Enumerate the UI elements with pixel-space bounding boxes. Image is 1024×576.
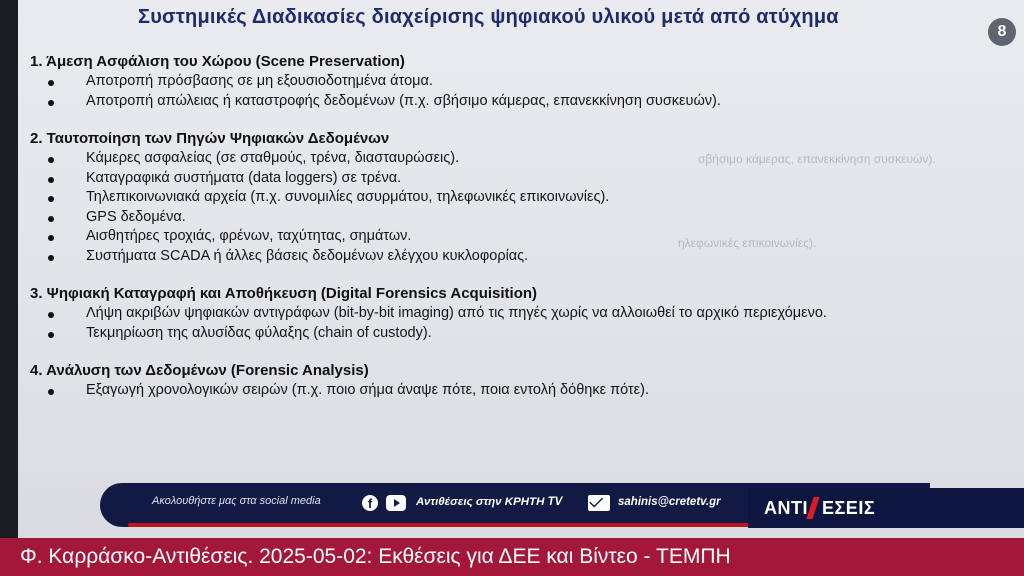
brand-logo [748,488,1024,528]
bullet-icon [48,80,54,86]
bullet-icon [48,389,54,395]
bullet-icon [48,255,54,261]
section-2 [30,129,1020,266]
email-icon [588,495,610,511]
section-heading: 2. Ταυτοποίηση των Πηγών Ψηφιακών Δεδομένων [30,130,390,147]
bullet-item [30,188,1020,208]
bullet-icon [48,177,54,183]
bullet-item [30,92,1020,112]
brand-name-right: ΕΣΕΙΣ [822,497,876,518]
bullet-text: Συστήματα SCADA ή άλλες βάσεις δεδομένων ελέγχου κυκλοφορίας. [86,247,529,264]
bullet-text: Κάμερες ασφαλείας (σε σταθμούς, τρένα, διασταυρώσεις). [86,150,460,166]
bullet-icon [48,196,54,202]
section-4 [30,361,1020,401]
follow-us-text: Ακολουθήστε μας στα social media [152,495,321,507]
bullet-item [30,247,1020,267]
news-ticker [0,538,1024,576]
facebook-icon: f [362,495,378,511]
youtube-icon [386,495,406,511]
bullet-item [30,381,1020,401]
bullet-icon [48,235,54,241]
slide-content [30,52,1020,419]
ghost-reflection-text: ηλεφωνικές επικοινωνίες). [678,236,817,250]
bullet-icon [48,157,54,163]
slide-title: Συστημικές Διαδικασίες διαχείρισης ψηφιακού υλικού μετά από ατύχημα [138,6,839,28]
bullet-list [30,149,1020,266]
bullet-item [30,227,1020,247]
bullet-icon [48,332,54,338]
bullet-text: Αποτροπή απώλειας ή καταστροφής δεδομένων (π.χ. σβήσιμο κάμερας, επανεκκίνηση συσκευών). [86,92,721,109]
brand-accent-mark [806,497,819,519]
section-heading: 4. Ανάλυση των Δεδομένων (Forensic Analysis) [30,362,369,379]
bullet-text: Τηλεπικοινωνιακά αρχεία (π.χ. συνομιλίες ασυρμάτου, τηλεφωνικές επικοινωνίες). [86,189,610,205]
bullet-list [30,72,1020,111]
section-heading: 1. Άμεση Ασφάλιση του Χώρου (Scene Preservation) [30,53,405,70]
ghost-reflection-text: σβήσιμο κάμερας, επανεκκίνηση συσκευών). [698,152,936,166]
bullet-text: GPS δεδομένα. [86,208,186,225]
email-address: sahinis@cretetv.gr [618,496,721,508]
bullet-item [30,324,1020,344]
bullet-text: Καταγραφικά συστήματα (data loggers) σε τρένα. [86,169,402,186]
bullet-list [30,304,1020,343]
brand-name-left: ΑΝΤΙ [764,497,808,518]
bullet-item [30,149,1020,169]
section-1 [30,52,1020,111]
bullet-text: Τεκμηρίωση της αλυσίδας φύλαξης (chain of custody). [86,324,432,341]
bullet-icon [48,216,54,222]
bullet-icon [48,312,54,318]
bullet-text: Λήψη ακριβών ψηφιακών αντιγράφων (bit-by-bit imaging) από τις πηγές χωρίς να αλλοιωθεί το αρχικό περιεχόμενο. [86,305,827,321]
bullet-item [30,72,1020,92]
page-number-badge: 8 [988,18,1016,46]
section-3 [30,284,1020,343]
bullet-icon [48,100,54,106]
bullet-item [30,169,1020,189]
bullet-item [30,304,1020,324]
bullet-text: Αποτροπή πρόσβασης σε μη εξουσιοδοτημένα άτομα. [86,73,433,89]
bullet-text: Αισθητήρες τροχιάς, φρένων, ταχύτητας, σημάτων. [86,228,412,244]
tv-channel-label: Αντιθέσεις στην ΚΡΗΤΗ TV [416,496,563,508]
bullet-text: Εξαγωγή χρονολογικών σειρών (π.χ. ποιο σήμα άναψε πότε, ποια εντολή δόθηκε πότε). [86,382,649,398]
bullet-list [30,381,1020,401]
bullet-item [30,208,1020,228]
ticker-text: Φ. Καρράσκο-Αντιθέσεις. 2025-05-02: Εκθέσεις για ΔΕΕ και Βίντεο - ΤΕΜΠΗ [20,545,731,568]
section-heading: 3. Ψηφιακή Καταγραφή και Αποθήκευση (Digital Forensics Acquisition) [30,285,538,302]
slide-screen [18,0,1024,538]
accent-strip [128,523,750,527]
